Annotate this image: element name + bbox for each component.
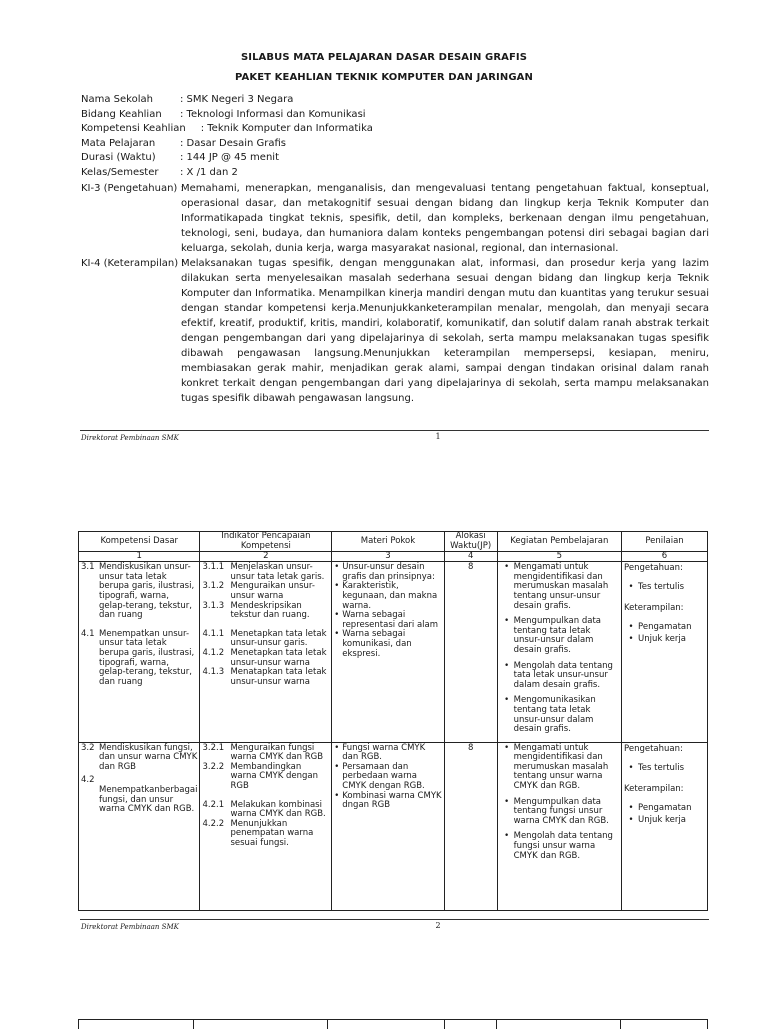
indikator-item: 4.1.3 Menatapkan tata letak unsur-unsur warna bbox=[202, 667, 327, 687]
ki4-label: KI-4 (Keterampilan) : bbox=[81, 258, 185, 269]
penilaian-item: • Unjuk kerja bbox=[628, 634, 686, 645]
kegiatan-item: • Mengomunikasikan tentang tata letak unsur-unsur dalam desain grafis. bbox=[504, 695, 596, 735]
column-number: 5 bbox=[497, 552, 621, 562]
ki3-section bbox=[81, 181, 709, 256]
document-subtitle: PAKET KEAHLIAN TEKNIK KOMPUTER DAN JARINGAN bbox=[235, 72, 533, 83]
footer-divider bbox=[80, 430, 709, 431]
info-value: : X /1 dan 2 bbox=[180, 167, 238, 178]
info-label: Nama Sekolah bbox=[81, 94, 153, 105]
syllabus-table bbox=[78, 531, 708, 911]
penilaian-keterampilan-title: Keterampilan: bbox=[624, 603, 684, 614]
indikator-item: 4.1.1 Menetapkan tata letak unsur-unsur garis. bbox=[202, 628, 327, 649]
indikator-item: 3.1.1 Menjelaskan unsur-unsur tata letak garis. bbox=[202, 562, 325, 582]
ki3-label: KI-3 (Pengetahuan) : bbox=[81, 183, 184, 194]
footer-publisher: Direktorat Pembinaan SMK bbox=[81, 434, 179, 442]
info-label: Durasi (Waktu) bbox=[81, 152, 156, 163]
materi-cell bbox=[332, 562, 444, 743]
header-alokasi-waktu: Alokasi Waktu(JP) bbox=[444, 532, 497, 552]
info-label: Kompetensi Keahlian bbox=[81, 123, 186, 134]
kegiatan-item: • Mengumpulkan data tentang fungsi unsur warna CMYK dan RGB. bbox=[504, 796, 609, 826]
indikator-item: 3.1.2 Menguraikan unsur-unsur warna bbox=[202, 581, 315, 601]
table-row bbox=[79, 742, 708, 910]
info-row bbox=[81, 122, 373, 136]
penilaian-item: • Unjuk kerja bbox=[628, 814, 686, 825]
kd-cell bbox=[79, 562, 200, 743]
table-border bbox=[193, 1019, 194, 1029]
info-value: : SMK Negeri 3 Negara bbox=[180, 94, 294, 105]
info-label: Mata Pelajaran bbox=[81, 138, 156, 149]
header-indikator: Indikator Pencapaian Kompetensi bbox=[200, 532, 332, 552]
kegiatan-item: • Mengolah data tentang tata letak unsur-unsur dalam desain grafis. bbox=[504, 660, 613, 690]
kegiatan-item: • Mengamati untuk mengidentifikasi dan merumuskan masalah tentang unsur-unsur desain grafis. bbox=[504, 562, 609, 611]
indikator-item: 3.2.2 Membandingkan warna CMYK dengan RGB bbox=[202, 761, 319, 792]
indikator-cell bbox=[200, 562, 332, 743]
column-number: 2 bbox=[200, 552, 332, 562]
table-border bbox=[327, 1019, 328, 1029]
table-border bbox=[620, 1019, 621, 1029]
kd-item: 4.1 Menempatkan unsur-unsur tata letak berupa garis, ilustrasi, tipografi, warna, gelap-terang, tekstur, dan ruang bbox=[81, 628, 195, 687]
alokasi-cell: 8 bbox=[444, 742, 497, 910]
kegiatan-cell bbox=[497, 742, 621, 910]
document-title: SILABUS MATA PELAJARAN DASAR DESAIN GRAFIS bbox=[240, 52, 528, 63]
materi-cell bbox=[332, 742, 444, 910]
page-number: 1 bbox=[435, 432, 441, 441]
info-row bbox=[81, 93, 293, 107]
info-row bbox=[81, 151, 279, 165]
materi-item: • Kombinasi warna CMYK dngan RGB bbox=[334, 790, 442, 811]
info-row bbox=[81, 108, 366, 122]
indikator-cell bbox=[200, 742, 332, 910]
column-number: 3 bbox=[332, 552, 444, 562]
kd-item: 3.1 Mendiskusikan unsur-unsur tata letak berupa garis, ilustrasi, tipografi, warna, gelap-terang, tekstur, dan ruang bbox=[81, 562, 195, 621]
indikator-item: 4.2.1 Melakukan kombinasi warna CMYK dan RGB. bbox=[202, 799, 326, 820]
page-number: 2 bbox=[435, 921, 441, 930]
penilaian-item: • Pengamatan bbox=[628, 622, 692, 633]
materi-item: • Warna sebagai representasi dari alam bbox=[334, 610, 439, 630]
kd-item: 3.2 Mendiskusikan fungsi, dan unsur warna CMYK dan RGB bbox=[81, 742, 198, 772]
kd-item: 4.2 Menempatkanberbagai fungsi, dan unsur warna CMYK dan RGB. bbox=[81, 775, 198, 815]
column-number: 1 bbox=[79, 552, 200, 562]
indikator-item: 3.1.3 Mendeskripsikan tekstur dan ruang. bbox=[202, 600, 310, 621]
indikator-item: 3.2.1 Menguraikan fungsi warna CMYK dan RGB bbox=[202, 742, 324, 763]
ki4-section bbox=[81, 256, 709, 406]
indikator-item: 4.1.2 Menetapkan tata letak unsur-unsur warna bbox=[202, 647, 327, 668]
materi-item: • Karakteristik, kegunaan, dan makna warna. bbox=[334, 581, 438, 611]
kegiatan-item: • Mengamati untuk mengidentifikasi dan merumuskan masalah tentang unsur warna CMYK dan RGB. bbox=[504, 742, 609, 792]
table-border bbox=[707, 1019, 708, 1029]
table-border bbox=[78, 1019, 79, 1029]
materi-item: • Fungsi warna CMYK dan RGB. bbox=[334, 742, 426, 763]
column-number-row bbox=[79, 552, 708, 562]
table-border bbox=[496, 1019, 497, 1029]
penilaian-item: • Tes tertulis bbox=[628, 762, 685, 773]
header-materi-pokok: Materi Pokok bbox=[332, 532, 444, 552]
kegiatan-item: • Mengolah data tentang fungsi unsur warna CMYK dan RGB. bbox=[504, 831, 613, 861]
info-value: : Teknik Komputer dan Informatika bbox=[200, 123, 373, 134]
header-kegiatan: Kegiatan Pembelajaran bbox=[497, 532, 621, 552]
footer-publisher: Direktorat Pembinaan SMK bbox=[81, 923, 179, 931]
kegiatan-item: • Mengumpulkan data tentang tata letak unsur-unsur dalam desain grafis. bbox=[504, 616, 601, 655]
penilaian-cell bbox=[622, 742, 708, 910]
penilaian-keterampilan-title: Keterampilan: bbox=[624, 783, 684, 794]
header-penilaian: Penilaian bbox=[622, 532, 708, 552]
info-row bbox=[81, 137, 286, 151]
column-number: 6 bbox=[622, 552, 708, 562]
next-page-table-edge bbox=[78, 1019, 708, 1030]
penilaian-item: • Pengamatan bbox=[628, 802, 692, 813]
info-label: Kelas/Semester bbox=[81, 167, 159, 178]
info-value: : Teknologi Informasi dan Komunikasi bbox=[180, 109, 366, 120]
penilaian-item: • Tes tertulis bbox=[628, 582, 685, 593]
indikator-item: 4.2.2 Menunjukkan penempatan warna sesuai fungsi. bbox=[202, 818, 314, 849]
materi-item: • Unsur-unsur desain grafis dan prinsipnya: bbox=[334, 562, 435, 582]
info-label: Bidang Keahlian bbox=[81, 109, 162, 120]
penilaian-pengetahuan-title: Pengetahuan: bbox=[624, 563, 683, 574]
column-number: 4 bbox=[444, 552, 497, 562]
info-row bbox=[81, 166, 238, 180]
penilaian-pengetahuan-title: Pengetahuan: bbox=[624, 743, 683, 754]
table-border bbox=[444, 1019, 445, 1029]
ki3-text: Memahami, menerapkan, menganalisis, dan mengevaluasi tentang pengetahuan faktual, konseptual, operasional dasar, dan metakognitif sesuai dengan bidang dan lingkup kerja Teknik Komputer dan Informatikapada tingkat teknis, spesifik, detil, dan kompleks, berkenaan dengan ilmu pengetahuan, teknologi, seni, budaya, dan humaniora dalam konteks pengembangan potensi diri sebagai bagian dari keluarga, sekolah, dunia kerja, warga masyarakat nasional, regional, dan internasional. bbox=[181, 183, 709, 254]
materi-item: • Persamaan dan perbedaan warna CMYK dengan RGB. bbox=[334, 761, 425, 792]
kegiatan-cell bbox=[497, 562, 621, 743]
info-value: : 144 JP @ 45 menit bbox=[180, 152, 279, 163]
ki4-text: Melaksanakan tugas spesifik, dengan menggunakan alat, informasi, dan prosedur kerja yang lazim dilakukan serta menyelesaikan masalah sederhana sesuai dengan bidang dan lingkup kerja Teknik Komputer dan Informatika. Menampilkan kinerja mandiri dengan mutu dan kuantitas yang terukur sesuai dengan standar kompetensi kerja.Menunjukkanketerampilan menalar, mengolah, dan menyaji secara efektif, kreatif, produktif, kritis, mandiri, kolaboratif, komunikatif, dan solutif dalam ranah abstrak terkait dengan pengembangan dari yang dipelajarinya di sekolah, serta mampu melaksanakan tugas spesifik dibawah pengawasan langsung.Menunjukkan keterampilan mempersepsi, kesiapan, meniru, membiasakan gerak mahir, menjadikan gerak alami, sampai dengan tindakan orisinal dalam ranah konkret terkait dengan pengembangan dari yang dipelajarinya di sekolah, serta mampu melaksanakan tugas spesifik dibawah pengawasan langsung. bbox=[181, 258, 709, 404]
alokasi-cell: 8 bbox=[444, 562, 497, 743]
table-row bbox=[79, 562, 708, 743]
table-header-row bbox=[79, 532, 708, 552]
header-kompetensi-dasar: Kompetensi Dasar bbox=[79, 532, 200, 552]
kd-cell bbox=[79, 742, 200, 910]
footer-divider bbox=[80, 919, 709, 920]
info-value: : Dasar Desain Grafis bbox=[180, 138, 286, 149]
penilaian-cell bbox=[622, 562, 708, 743]
materi-item: • Warna sebagai komunikasi, dan ekspresi. bbox=[334, 629, 412, 659]
